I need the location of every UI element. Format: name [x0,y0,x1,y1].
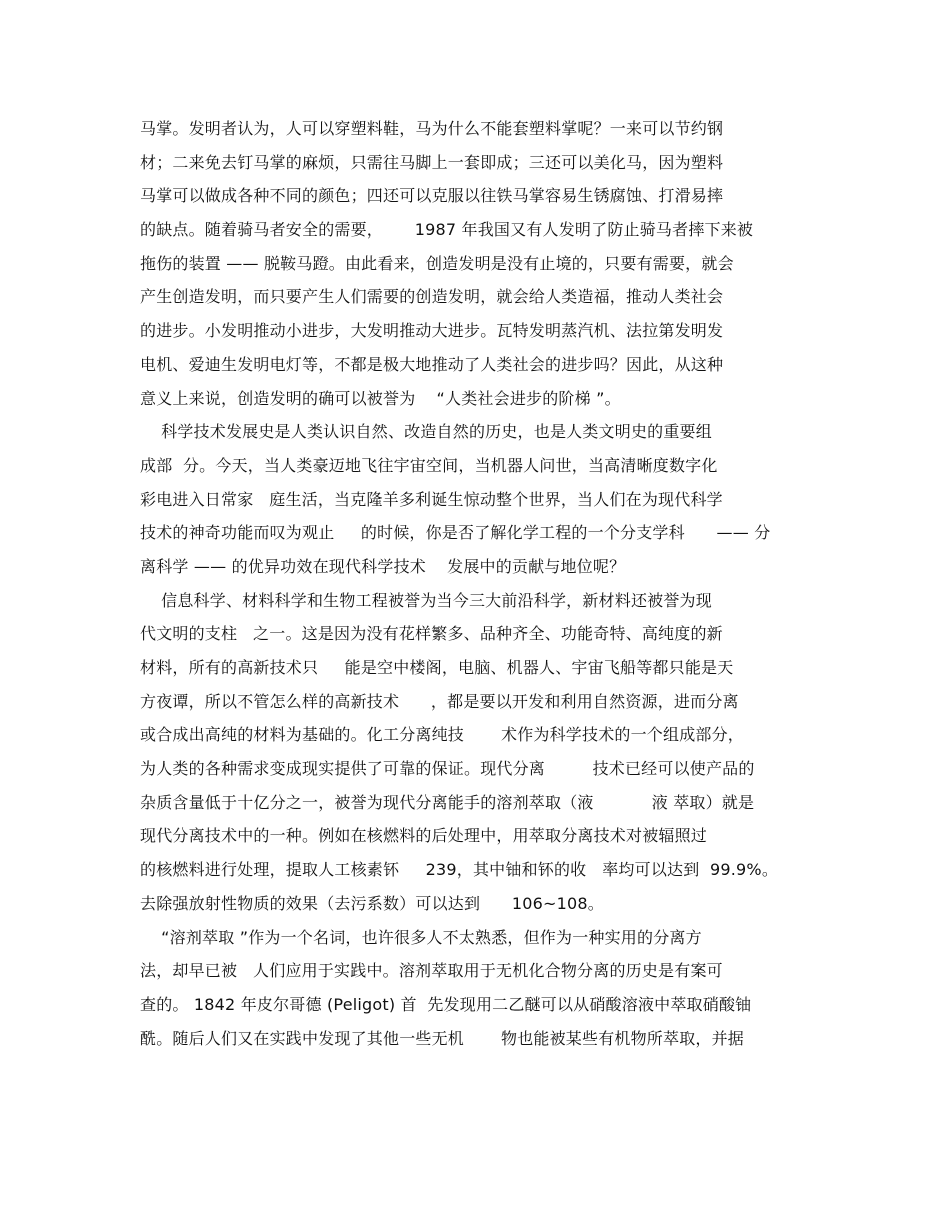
text-line: 酰。随后人们又在实践中发现了其他一些无机 物也能被某些有机物所萃取，并据 [140,1028,745,1048]
text-line: 离科学 —— 的优异功效在现代科学技术 发展中的贡献与地位呢？ [140,556,626,576]
text-line: 马掌可以做成各种不同的颜色；四还可以克服以往铁马掌容易生锈腐蚀、打滑易摔 [140,186,724,206]
text-line: 成部 分。今天，当人类豪迈地飞往宇宙空间，当机器人问世，当高清晰度数字化 [140,455,718,475]
text-line: 科学技术发展史是人类认识自然、改造自然的历史，也是人类文明史的重要组 [140,422,712,442]
text-line: 信息科学、材料科学和生物工程被誉为当今三大前沿科学，新材料还被誉为现 [140,590,712,610]
text-line: 的缺点。随着骑马者安全的需要， 1987 年我国又有人发明了防止骑马者摔下来被 [140,220,754,240]
text-line: 的进步。小发明推动小进步，大发明推动大进步。瓦特发明蒸汽机、法拉第发明发 [140,321,724,341]
text-line: 技术的神奇功能而叹为观止 的时候，你是否了解化学工程的一个分支学科 —— 分 [140,523,771,543]
text-line: 材料，所有的高新技术只 能是空中楼阁，电脑、机器人、宇宙飞船等都只能是天 [140,658,734,677]
body-text [140,112,820,1055]
text-line: “溶剂萃取 ”作为一个名词，也许很多人不太熟悉，但作为一种实用的分离方 [140,927,702,947]
text-line: 或合成出高纯的材料为基础的。化工分离纯技 术作为科学技术的一个组成部分， [140,725,745,745]
text-line: 查的。 1842 年皮尔哥德 (Peligot) 首 先发现用二乙醚可以从硝酸溶液中萃取硝酸铀 [140,994,752,1014]
text-line: 去除强放射性物质的效果（去污系数）可以达到 106~108。 [140,893,605,913]
text-line: 现代分离技术中的一种。例如在核燃料的后处理中，用萃取分离技术对被辐照过 [140,826,708,846]
text-line: 彩电进入日常家 庭生活，当克隆羊多利诞生惊动整个世界，当人们在为现代科学 [140,489,723,509]
text-line: 为人类的各种需求变成现实提供了可靠的保证。现代分离 技术已经可以使产品的 [140,759,755,779]
text-line: 意义上来说，创造发明的确可以被誉为 “人类社会进步的阶梯 ”。 [140,388,621,408]
text-line: 电机、爱迪生发明电灯等，不都是极大地推动了人类社会的进步吗？因此，从这种 [140,354,724,374]
text-line: 马掌。发明者认为，人可以穿塑料鞋，马为什么不能套塑料掌呢？一来可以节约钢 [140,119,724,138]
text-line: 拖伤的装置 —— 脱鞍马蹬。由此看来，创造发明是没有止境的，只要有需要，就会 [140,253,734,273]
text-line: 材；二来免去钉马掌的麻烦，只需往马脚上一套即成；三还可以美化马，因为塑料 [140,152,724,172]
text-line: 产生创造发明，而只要产生人们需要的创造发明，就会给人类造福，推动人类社会 [140,287,724,307]
text-line: 法，却早已被 人们应用于实践中。溶剂萃取用于无机化合物分离的历史是有案可 [140,961,723,981]
text-line: 代文明的支柱 之一。这是因为没有花样繁多、品种齐全、功能奇特、高纯度的新 [140,624,723,644]
text-line: 方夜谭，所以不管怎么样的高新技术 ，都是要以开发和利用自然资源，进而分离 [140,691,739,711]
text-line: 杂质含量低于十亿分之一，被誉为现代分离能手的溶剂萃取（液 液 萃取）就是 [140,792,755,812]
text-line: 的核燃料进行处理，提取人工核素钚 239，其中铀和钚的收 率均可以达到 99.9%。 [140,860,779,880]
